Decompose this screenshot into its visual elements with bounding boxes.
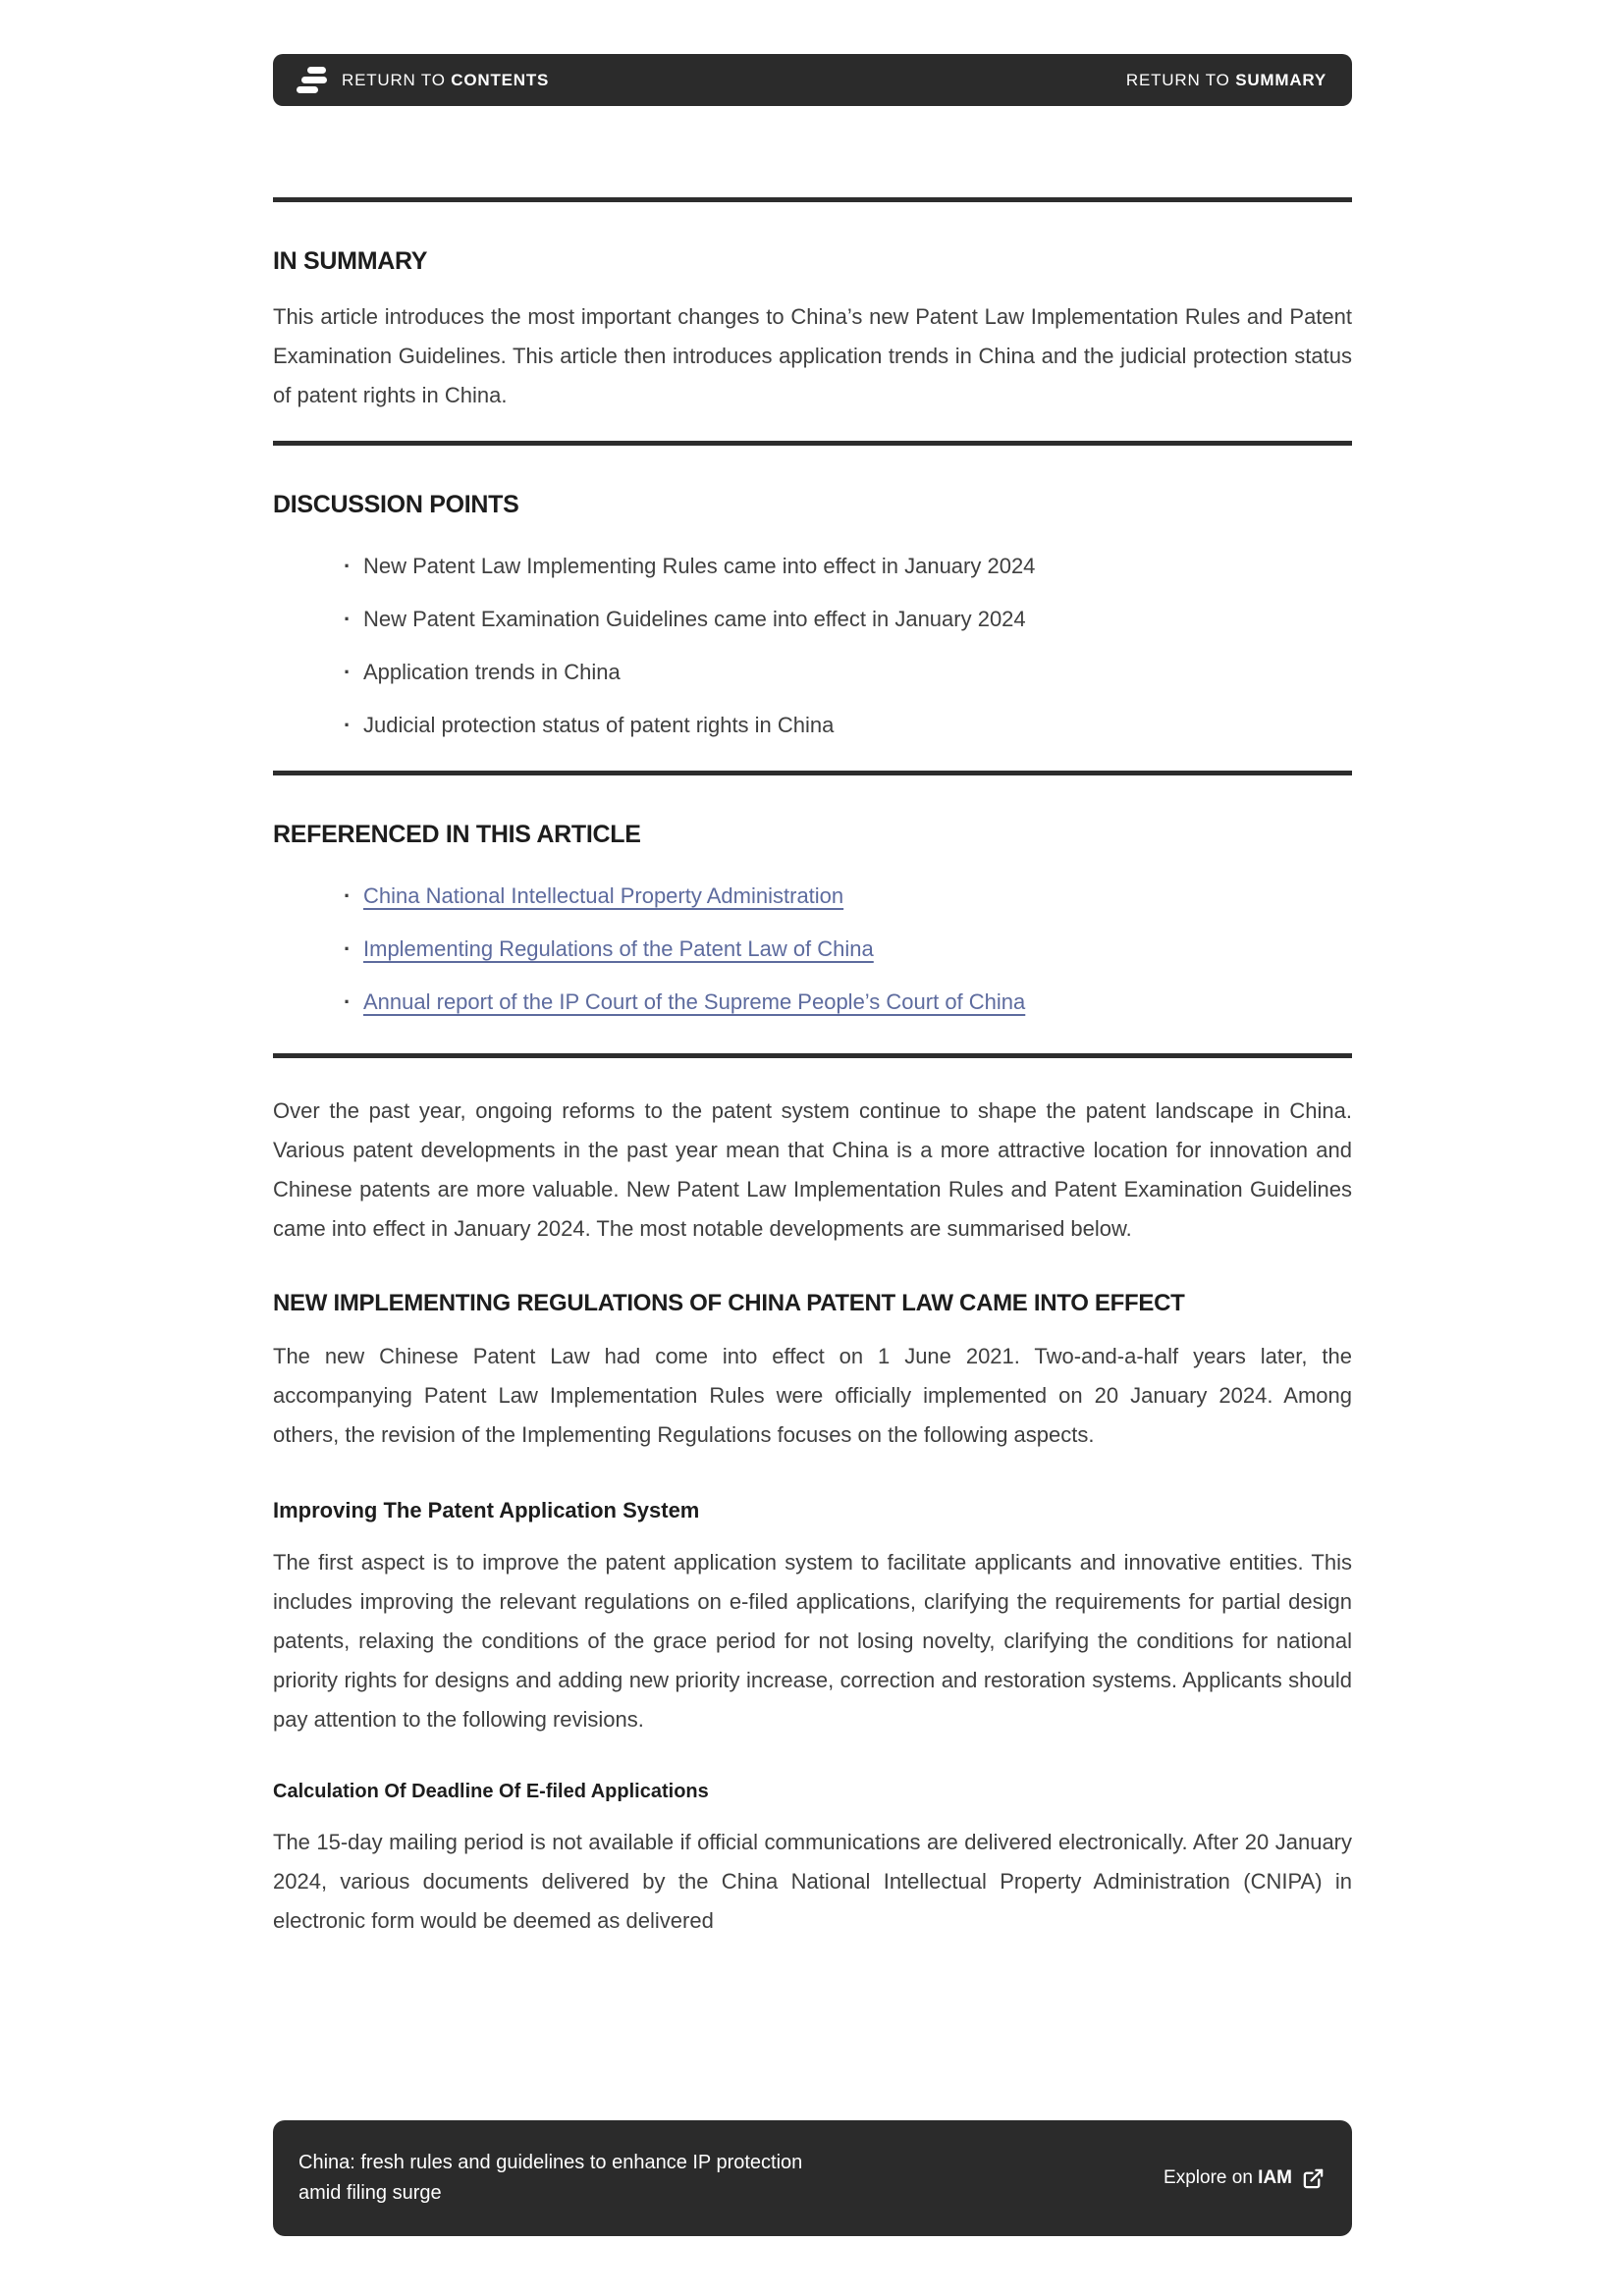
top-nav-bar [273, 54, 1352, 106]
improving-application-system-paragraph: The first aspect is to improve the patent application system to facilitate applicants and innovative entities. This includes improving the relevant regulations on e-filed applications, clarifying the requirements for partial design patents, relaxing the conditions of the grace period for not losing novelty, clarifying the conditions for national priority rights for designs and adding new priority increase, correction and restoration systems. Applicants should pay attention to the following revisions. [273, 1550, 1352, 1732]
new-implementing-regulations-heading: NEW IMPLEMENTING REGULATIONS OF CHINA PATENT LAW CAME INTO EFFECT [273, 1290, 1185, 1316]
discussion-points-heading: DISCUSSION POINTS [273, 491, 519, 518]
section-divider [273, 197, 1352, 202]
deadline-calculation-paragraph: The 15-day mailing period is not available if official communications are delivered electronically. After 20 January 2024, various documents delivered by the China National Intellectual Property Administration (CNIPA) in electronic form would be deemed as delivered [273, 1830, 1352, 1933]
reference-link-implementing-regulations[interactable]: Implementing Regulations of the Patent Law of China [363, 936, 874, 961]
discussion-point-item: · New Patent Examination Guidelines came into effect in January 2024 [344, 606, 1352, 633]
return-to-contents-label-bold: CONTENTS [451, 70, 550, 89]
return-to-summary-label-bold: SUMMARY [1235, 70, 1326, 89]
section-divider [273, 441, 1352, 446]
section-divider [273, 771, 1352, 775]
section-divider [273, 1053, 1352, 1058]
referenced-links-list [273, 882, 1352, 1016]
discussion-point-item: · New Patent Law Implementing Rules came into effect in January 2024 [344, 553, 1352, 580]
article-title-line-1: China: fresh rules and guidelines to enhance IP protection [298, 2152, 803, 2173]
footer-bar [273, 2120, 1352, 2236]
reference-link-annual-report[interactable]: Annual report of the IP Court of the Supreme People’s Court of China [363, 989, 1026, 1014]
referenced-heading: REFERENCED IN THIS ARTICLE [273, 821, 641, 848]
in-summary-heading: IN SUMMARY [273, 247, 428, 275]
reference-item [344, 882, 1352, 910]
deadline-calculation-heading: Calculation Of Deadline Of E-filed Applications [273, 1781, 709, 1802]
discussion-points-list [273, 553, 1352, 739]
iam-brand-label: IAM [1258, 2167, 1292, 2188]
return-to-contents-button[interactable] [297, 67, 549, 93]
reference-item [344, 935, 1352, 963]
in-summary-paragraph: This article introduces the most important changes to China’s new Patent Law Implementation Rules and Patent Examination Guidelines. This article then introduces application trends in China and the judicial protection status of patent rights in China. [273, 304, 1352, 407]
new-implementing-regulations-paragraph: The new Chinese Patent Law had come into effect on 1 June 2021. Two-and-a-half years later, the accompanying Patent Law Implementation Rules were officially implemented on 20 January 2024. Among others, the revision of the Implementing Regulations focuses on the following aspects. [273, 1344, 1352, 1447]
article-title-line-2: amid filing surge [298, 2182, 442, 2204]
article-title [298, 2148, 802, 2209]
return-to-summary-button[interactable] [1126, 71, 1326, 90]
external-link-icon [1302, 2167, 1325, 2190]
return-to-summary-label: RETURN TO [1125, 70, 1236, 89]
explore-on-label: Explore on [1164, 2167, 1259, 2188]
reference-link-cnipa[interactable]: China National Intellectual Property Administration [363, 883, 844, 908]
intro-paragraph: Over the past year, ongoing reforms to the patent system continue to shape the patent landscape in China. Various patent developments in the past year mean that China is a more attractive location for innovation and Chinese patents are more valuable. New Patent Law Implementation Rules and Patent Examination Guidelines came into effect in January 2024. The most notable developments are summarised below. [273, 1098, 1352, 1241]
discussion-point-item: · Application trends in China [344, 659, 1352, 686]
reference-item [344, 988, 1352, 1016]
explore-on-iam-link[interactable] [1164, 2167, 1325, 2190]
return-to-contents-label: RETURN TO [342, 70, 452, 89]
contents-list-icon [297, 67, 327, 93]
improving-application-system-heading: Improving The Patent Application System [273, 1498, 700, 1522]
discussion-point-item: · Judicial protection status of patent rights in China [344, 712, 1352, 739]
